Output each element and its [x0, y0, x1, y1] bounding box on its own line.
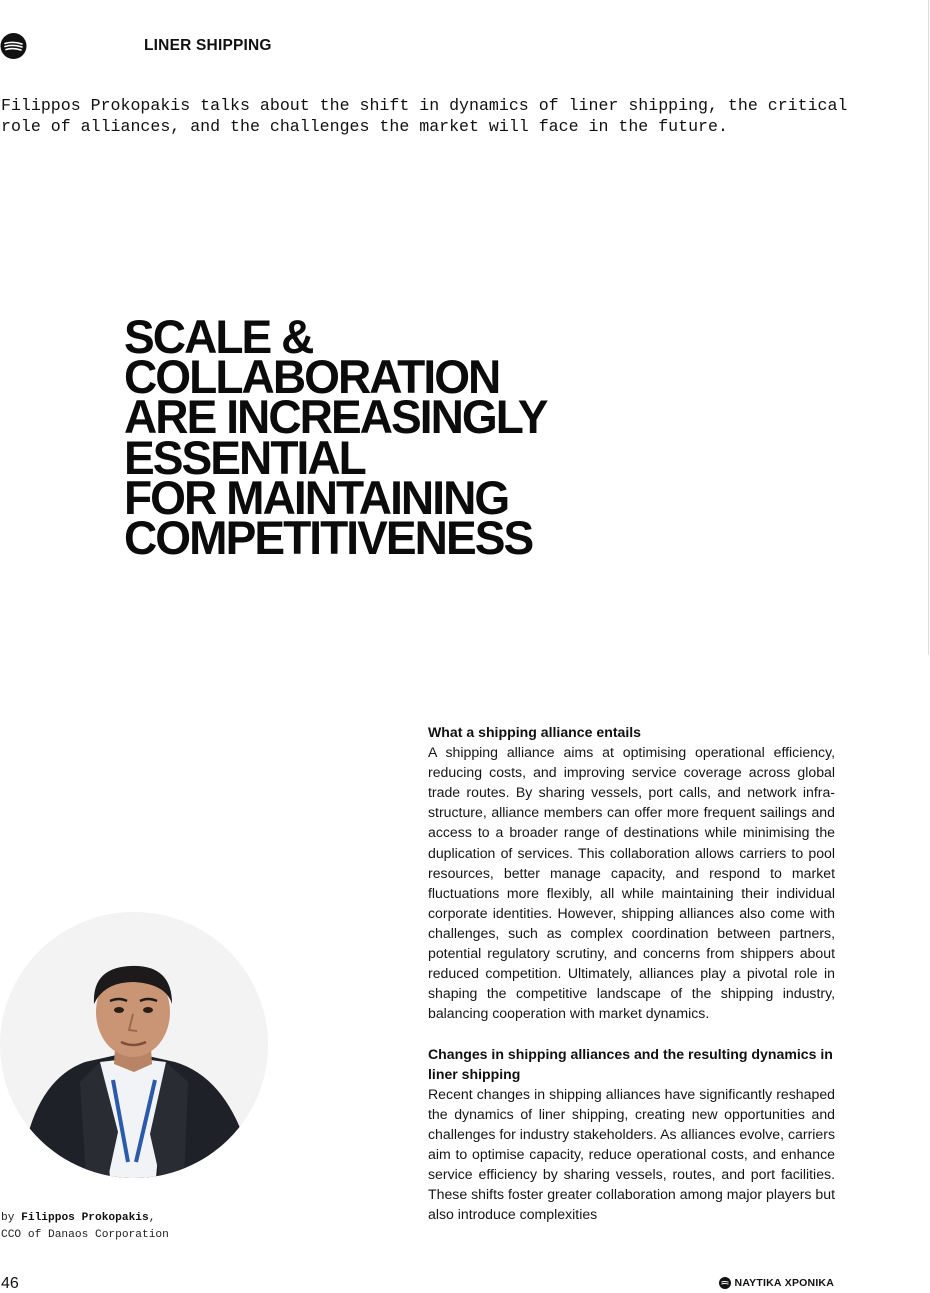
section-paragraph: A shipping alliance aims at optimising operational efficiency, reducing costs, and improving service coverage across global trade routes. By sharing vessels, port calls, and network infrastructure, alliance members can offer more frequent sailings and access to a broader range of destinations while minimising the duplication of services. This collaboration allows carriers to pool resources, better manage capacity, and respond to market fluctuations more flexibly, all while maintaining their individual corporate identities. However, shipping alliances also come with challenges, such as complex coordination between partners, potential regulatory scrutiny, and concerns from shippers about reduced competition. Ultimately, alliances play a pivotal role in shaping the competitive landscape of the shipping industry, balancing cooperation with market dynamics.	[428, 744, 835, 1022]
author-role: CCO of Danaos Corporation	[1, 1228, 169, 1241]
headline	[124, 310, 547, 565]
publication-name: ΝΑΥΤΙΚΑ ΧΡΟΝΙΚΑ	[734, 1277, 834, 1289]
page-edge-divider	[928, 0, 929, 655]
headline-line: FOR MAINTAINING	[124, 470, 509, 524]
headline-line: SCALE &	[124, 310, 313, 363]
byline	[1, 1210, 169, 1243]
headline-line: COMPETITIVENESS	[124, 511, 533, 565]
section-label: LINER SHIPPING	[144, 37, 272, 54]
headline-line: ESSENTIAL	[124, 430, 365, 484]
page-number: 46	[1, 1275, 19, 1292]
publication-logo-small-icon	[719, 1277, 731, 1289]
byline-author-line	[1, 1210, 169, 1227]
section-heading: What a shipping alliance entails	[428, 724, 642, 740]
byline-prefix: by	[1, 1212, 15, 1224]
headline-line: ARE INCREASINGLY	[124, 390, 547, 444]
author-portrait	[0, 912, 268, 1178]
standfirst: Filippos Prokopakis talks about the shift in dynamics of liner shipping, the critical role of alliances, and the challenges the market will face in the future.	[1, 96, 848, 136]
publication-footer	[719, 1277, 834, 1289]
article-body	[428, 722, 835, 1224]
section-paragraph: Recent changes in shipping alliances have significantly reshaped the dynamics of liner shipping, creating new opportunities and challenges for industry stakeholders. As alliances evolve, carriers aim to optimise capacity, reduce operational costs, and enhance service efficiency by sharing vessels, routes, and port facilities. These shifts foster greater collaboration among major players but also introduce complexities	[428, 1085, 835, 1223]
author-name: Filippos Prokopakis	[21, 1212, 149, 1224]
section-heading: Changes in shipping alliances and the resulting dynamics in liner shipping	[428, 1045, 833, 1082]
headline-line: COLLABORATION	[124, 350, 500, 404]
author-portrait-illustration	[0, 912, 268, 1178]
publication-logo-icon	[0, 33, 27, 59]
byline-separator: ,	[148, 1212, 156, 1224]
